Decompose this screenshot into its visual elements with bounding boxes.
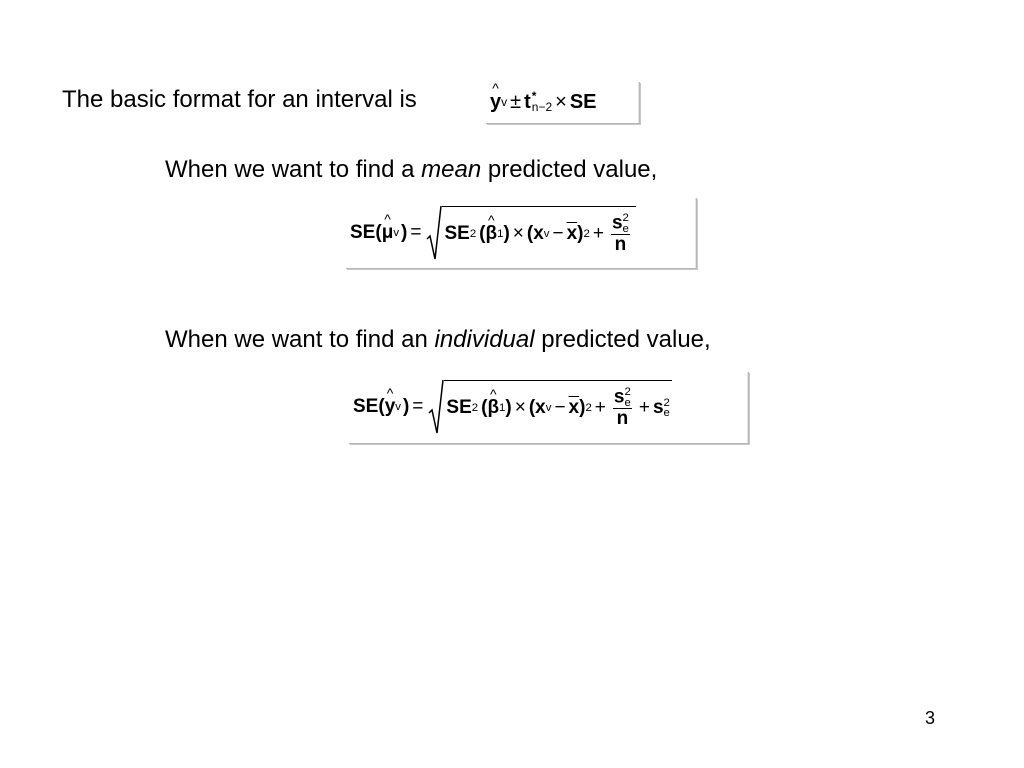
subscript-v: v (501, 95, 508, 109)
intro-text (62, 86, 417, 114)
x-bar: $\overline{x}$ (568, 397, 580, 418)
superscript-2-c: 2 (624, 386, 631, 399)
mean-text-after: predicted value, (487, 156, 658, 183)
subscript-e-2: e (663, 407, 670, 419)
paren-open: ( (481, 397, 488, 418)
beta-hat: ^ β (485, 223, 497, 245)
intro-text-label: The basic format for an interval is (62, 86, 417, 113)
se-symbol: SE (569, 90, 597, 113)
denominator-n: n (611, 234, 631, 255)
plus-sign: + (592, 223, 604, 244)
x-open: (x (526, 223, 544, 244)
subscript-df: n−2 (531, 100, 553, 114)
mean-text-emphasis: mean (421, 156, 482, 183)
s-symbol: s (611, 212, 623, 234)
square-root (428, 379, 671, 435)
beta-hat: ^ β (487, 397, 499, 419)
se-close: ) (402, 396, 410, 417)
individual-text-after: predicted value, (541, 326, 711, 353)
radical-sign-icon (428, 379, 444, 435)
superscript-2-d: 2 (663, 396, 670, 409)
superscript-2-b: 2 (585, 402, 592, 414)
minus-sign: − (552, 223, 564, 244)
subscript-1: 1 (497, 228, 504, 240)
x-bar: $\overline{x}$ (566, 223, 578, 244)
mean-se-formula (346, 198, 697, 269)
fraction-s-over-n (610, 213, 631, 254)
equals-sign: = (410, 222, 422, 243)
x-close: ) (577, 223, 584, 244)
fraction-s-over-n (612, 387, 633, 428)
superscript-2: 2 (469, 228, 477, 240)
s-symbol-2: s (652, 397, 664, 418)
mean-prediction-text (165, 156, 657, 184)
subscript-1: 1 (499, 402, 506, 414)
interval-format-formula (486, 82, 640, 124)
times-sign: × (555, 90, 567, 113)
y-hat: ^ y (490, 91, 501, 114)
se-squared: SE (444, 223, 470, 244)
paren-close: ) (503, 223, 510, 244)
y-hat: ^ y (385, 396, 396, 418)
superscript-2-c: 2 (622, 212, 629, 225)
square-root (426, 205, 635, 261)
subscript-e: e (624, 396, 631, 409)
mean-text-before: When we want to find a (165, 156, 415, 183)
times-sign: × (514, 397, 526, 418)
page-number: 3 (925, 708, 936, 728)
individual-text-emphasis: individual (434, 326, 535, 353)
plus-sign-2: + (638, 397, 650, 418)
equals-sign: = (412, 396, 424, 417)
s-symbol: s (613, 386, 625, 408)
individual-se-formula (349, 372, 749, 444)
subscript-e: e (622, 222, 629, 235)
radical-sign-icon (426, 205, 442, 261)
superscript-2-b: 2 (583, 228, 590, 240)
subscript-v: v (393, 227, 400, 239)
superscript-star: * (531, 89, 537, 104)
x-open: (x (528, 397, 546, 418)
subscript-v-2: v (545, 402, 552, 414)
paren-close: ) (505, 397, 512, 418)
mu-hat: ^ μ (382, 222, 394, 244)
t-symbol: t (524, 90, 531, 113)
subscript-v: v (395, 401, 401, 413)
se-squared: SE (446, 397, 472, 418)
plus-sign: + (594, 397, 606, 418)
subscript-v-2: v (543, 228, 550, 240)
se-open: SE( (350, 222, 382, 243)
superscript-2: 2 (471, 402, 479, 414)
se-close: ) (401, 222, 408, 243)
paren-open: ( (479, 223, 486, 244)
se-open: SE( (353, 396, 385, 417)
x-close: ) (579, 397, 586, 418)
times-sign: × (512, 223, 524, 244)
plus-minus-sign: ± (510, 90, 522, 113)
minus-sign: − (554, 397, 566, 418)
denominator-n: n (613, 408, 633, 429)
individual-text-before: When we want to find an (165, 326, 428, 353)
individual-prediction-text (165, 326, 711, 354)
